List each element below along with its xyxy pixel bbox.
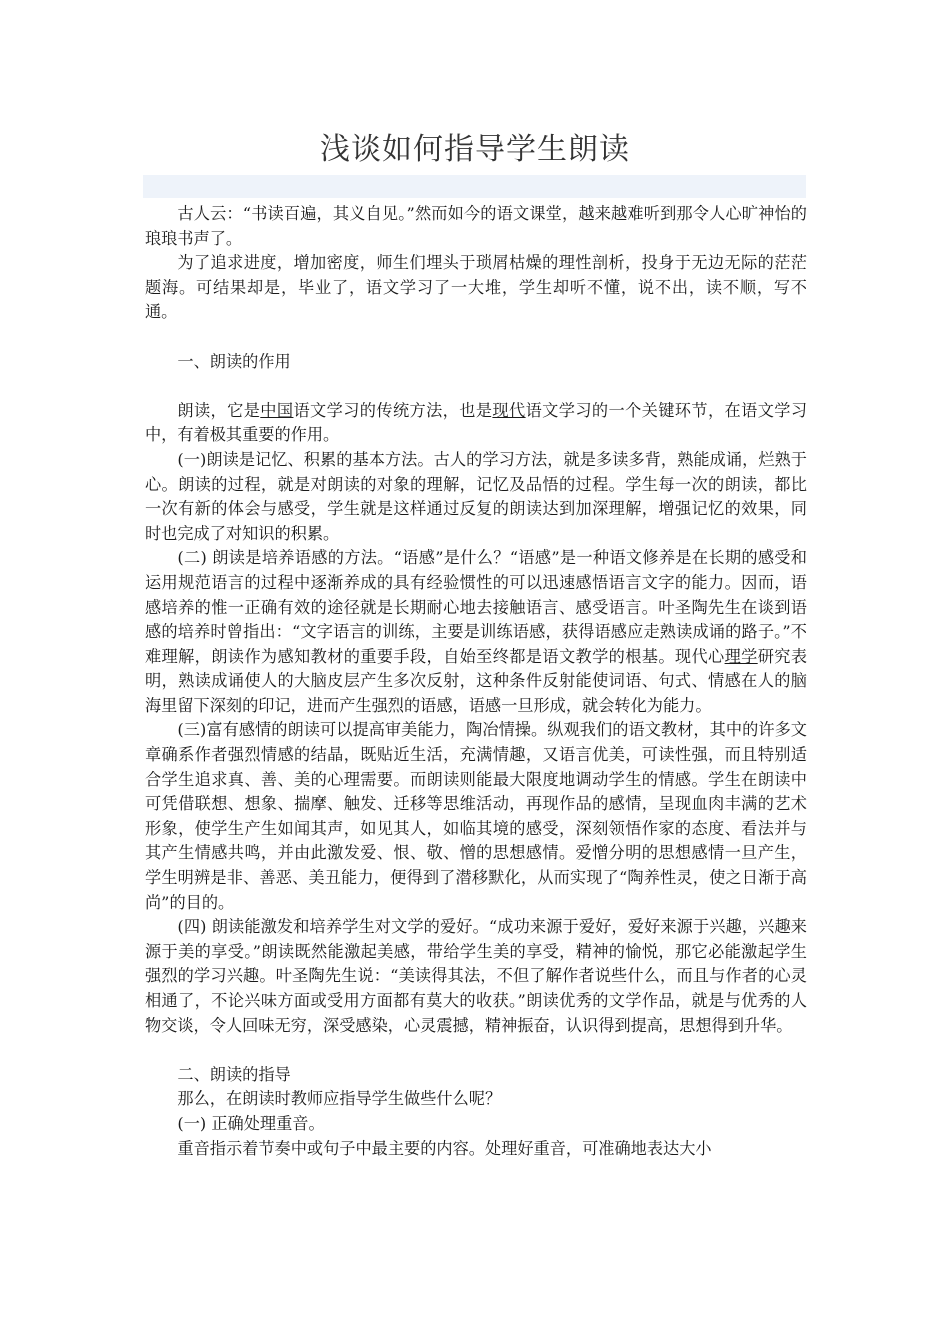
paragraph: 为了追求进度，增加密度，师生们埋头于琐屑枯燥的理性剖析，投身于无边无际的茫茫题海。可结果却是，毕业了，语文学习了一大堆，学生却听不懂，说不出，读不顺，写不通。 <box>145 253 807 322</box>
paragraph: 那么，在朗读时教师应指导学生做些什么呢？ <box>177 1089 502 1109</box>
paragraph: (三)富有感情的朗读可以提高审美能力，陶冶情操。纵观我们的语文教材，其中的许多文章确系作者强烈情感的结晶，既贴近生活，充满情趣，又语言优美，可读性强，而且特别适合学生追求真、善、美的心理需要。而朗读则能最大限度地调动学生的情感。学生在朗读中可凭借联想、想象、揣摩、触发、迁移等思维活动，再现作品的感情，呈现血肉丰满的艺术形象，使学生产生如闻其声，如见其人，如临其境的感受，深刻领悟作家的态度、看法并与其产生情感共鸣，并由此激发爱、恨、敬、憎的思想感情。爱憎分明的思想感情一旦产生，学生明辨是非、善恶、美丑能力，便得到了潜移默化，从而实现了“陶养性灵，使之日渐于高尚”的目的。 <box>145 720 807 912</box>
title-underline-bar <box>143 175 806 198</box>
link-xiandai[interactable]: 现代 <box>492 400 526 420</box>
spacer <box>145 325 807 350</box>
document-body <box>145 202 807 1161</box>
text-span: 朗读，它是 <box>177 400 261 420</box>
spacer <box>145 1038 807 1063</box>
paragraph: 重音指示着节奏中或句子中最主要的内容。处理好重音，可准确地表达大小 <box>177 1138 712 1158</box>
paragraph: (四) 朗读能激发和培养学生对文学的爱好。“成功来源于爱好，爱好来源于兴趣，兴趣来源于美的享受。”朗读既然能激起美感，带给学生美的享受，精神的愉悦，那它必能激起学生强烈的学习兴趣。叶圣陶先生说：“美读得其法，不但了解作者说些什么，而且与作者的心灵相通了，不论兴味方面或受用方面都有莫大的收获。”朗读优秀的文学作品，就是与优秀的人物交谈，令人回味无穷，深受感染，心灵震撼，精神振奋，认识得到提高，思想得到升华。 <box>145 917 807 1035</box>
text-span: 研究表明，熟读成诵使人的大脑皮层产生多次反射，这种条件反射能使词语、句式、情感在人的脑海里留下深刻的印记，进而产生强烈的语感，语感一旦形成，就会转化为能力。 <box>145 646 808 715</box>
section-heading: 二、朗读的指导 <box>177 1064 291 1084</box>
paragraph: 古人云：“书读百遍，其义自见。”然而如今的语文课堂，越来越难听到那令人心旷神怡的琅琅书声了。 <box>145 204 807 248</box>
section-heading: 一、朗读的作用 <box>177 351 291 371</box>
paragraph <box>145 399 807 448</box>
spacer <box>145 374 807 399</box>
text-span: 语文学习的一个关键环节，在语文学习中，有着极其重要的作用。 <box>145 400 808 445</box>
link-zhongguo[interactable]: 中国 <box>260 400 294 420</box>
text-span: (二) 朗读是培养语感的方法。“语感”是什么？“语感”是一种语文修养是在长期的感受和运用规范语言的过程中逐渐养成的具有经验惯性的可以迅速感悟语言文字的能力。因而，语感培养的惟一正确有效的途径就是长期耐心地去接触语言、感受语言。叶圣陶先生在谈到语感的培养时曾指出：“文字语言的训练，主要是训练语感，获得语感应走熟读成诵的路子。”不难理解，朗读作为感知教材的重要手段，自始至终都是语文教学的根基。现代心 <box>145 548 807 666</box>
paragraph: (一) 正确处理重音。 <box>177 1113 325 1133</box>
text-span: 语文学习的传统方法，也是 <box>293 400 493 420</box>
link-lixue[interactable]: 理学 <box>724 646 758 666</box>
paragraph <box>145 546 807 718</box>
paragraph: (一)朗读是记忆、积累的基本方法。古人的学习方法，就是多读多背，熟能成诵，烂熟于心。朗读的过程，就是对朗读的对象的理解，记忆及品悟的过程。学生每一次的朗读，都比一次有新的体会与感受，学生就是这样通过反复的朗读达到加深理解，增强记忆的效果，同时也完成了对知识的积累。 <box>145 449 807 543</box>
document-title: 浅谈如何指导学生朗读 <box>320 132 630 167</box>
